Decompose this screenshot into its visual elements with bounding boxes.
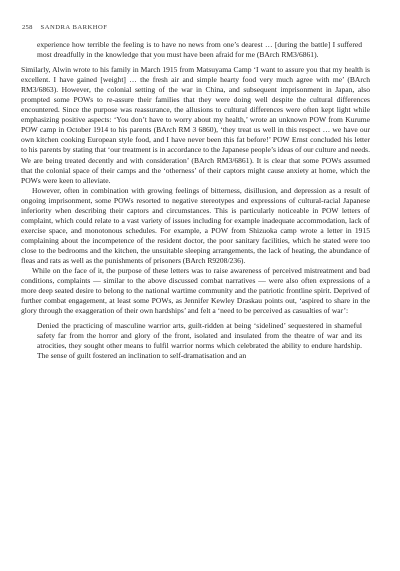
- body-paragraph: Similarly, Alwin wrote to his family in March 1915 from Matsuyama Camp ‘I want to assure you that my health is excellent. I have gained [weight] … the fresh air and simple hearty food very much agree with me’ (BArch RM3/6863). However, the colonial setting of the war in China, and subsequent imprisonment in Japan, also prompted some POWs to re-assure their families that they were doing well despite the cultural differences encountered. Since the purpose was reassurance, the allusions to cultural differences were often kept light while emphasizing positive aspects: ‘You don’t have to worry about my health,’ wrote an unknown POW from Kurume POW camp in October 1914 to his parents (BArch RM 3 6860), ‘they treat us well in this respect … we have our own kitchen cooking European style food, and I have never been this fat before!’ POW Ernst concluded his letter to his parents by stating that ‘our treatment is in accordance to the Japanese people’s ideas of our culture and needs. We are being treated decently and with consideration’ (BArch RM3/6861). It is clear that some POWs assumed that the colonial space of their camps and the ‘otherness’ of their captors might cause anxiety at home, which the POWs were keen to alleviate.: [21, 65, 370, 185]
- block-quote: Denied the practicing of masculine warrior arts, guilt-ridden at being ‘sidelined’ sequestered in shameful safety far from the horror and glory of the front, isolated and insulated from the theatre of war and its atrocities, they sought other means to fulfil warrior norms which celebrated the ability to endure hardship. The sense of guilt fostered an inclination to self-dramatisation and an: [37, 321, 362, 361]
- body-paragraph: While on the face of it, the purpose of these letters was to raise awareness of perceived mistreatment and bad conditions, complaints — similar to the above discussed combat narratives — were also often expressions of a more deep seated desire to belong to the national wartime community and the patriotic frontline spirit. Deprived of further combat engagement, at least some POWs, as Jennifer Kewley Draskau points out, ‘aspired to share in the glory through the exaggeration of their own hardships’ and felt a ‘need to be perceived as casualties of war’:: [21, 266, 370, 316]
- page-number: 258: [22, 24, 33, 31]
- block-quote-continued: experience how terrible the feeling is to have no news from one’s dearest … [during the battle] I suffered most dreadfully in the knowledge that you must have been afraid for me (BArch RM3/6861).: [37, 40, 362, 60]
- running-head-author: SANDRA BARKHOF: [40, 24, 108, 31]
- running-header: [22, 24, 107, 31]
- body-paragraph: However, often in combination with growing feelings of bitterness, disillusion, and depression as a result of ongoing imprisonment, some POWs resorted to negative stereotypes and expressions of cultural-racial Japanese inferiority when describing their captors and circumstances. This is particularly noticeable in POW letters of complaint, which could relate to a vast variety of issues including for example inadequate accommodation, lack of exercise space, and monotonous schedules. For example, a POW from Shizuoka camp wrote a letter in 1915 complaining about the incompetence of the resident doctor, the poor sanitary facilities, which he stated were too close to the bedrooms and the kitchen, the unsuitable sleeping arrangements, the lack of heating, the abundance of fleas and rats as well as the punishments of prisoners (BArch R9208/236).: [21, 185, 370, 265]
- page-body: [21, 40, 370, 361]
